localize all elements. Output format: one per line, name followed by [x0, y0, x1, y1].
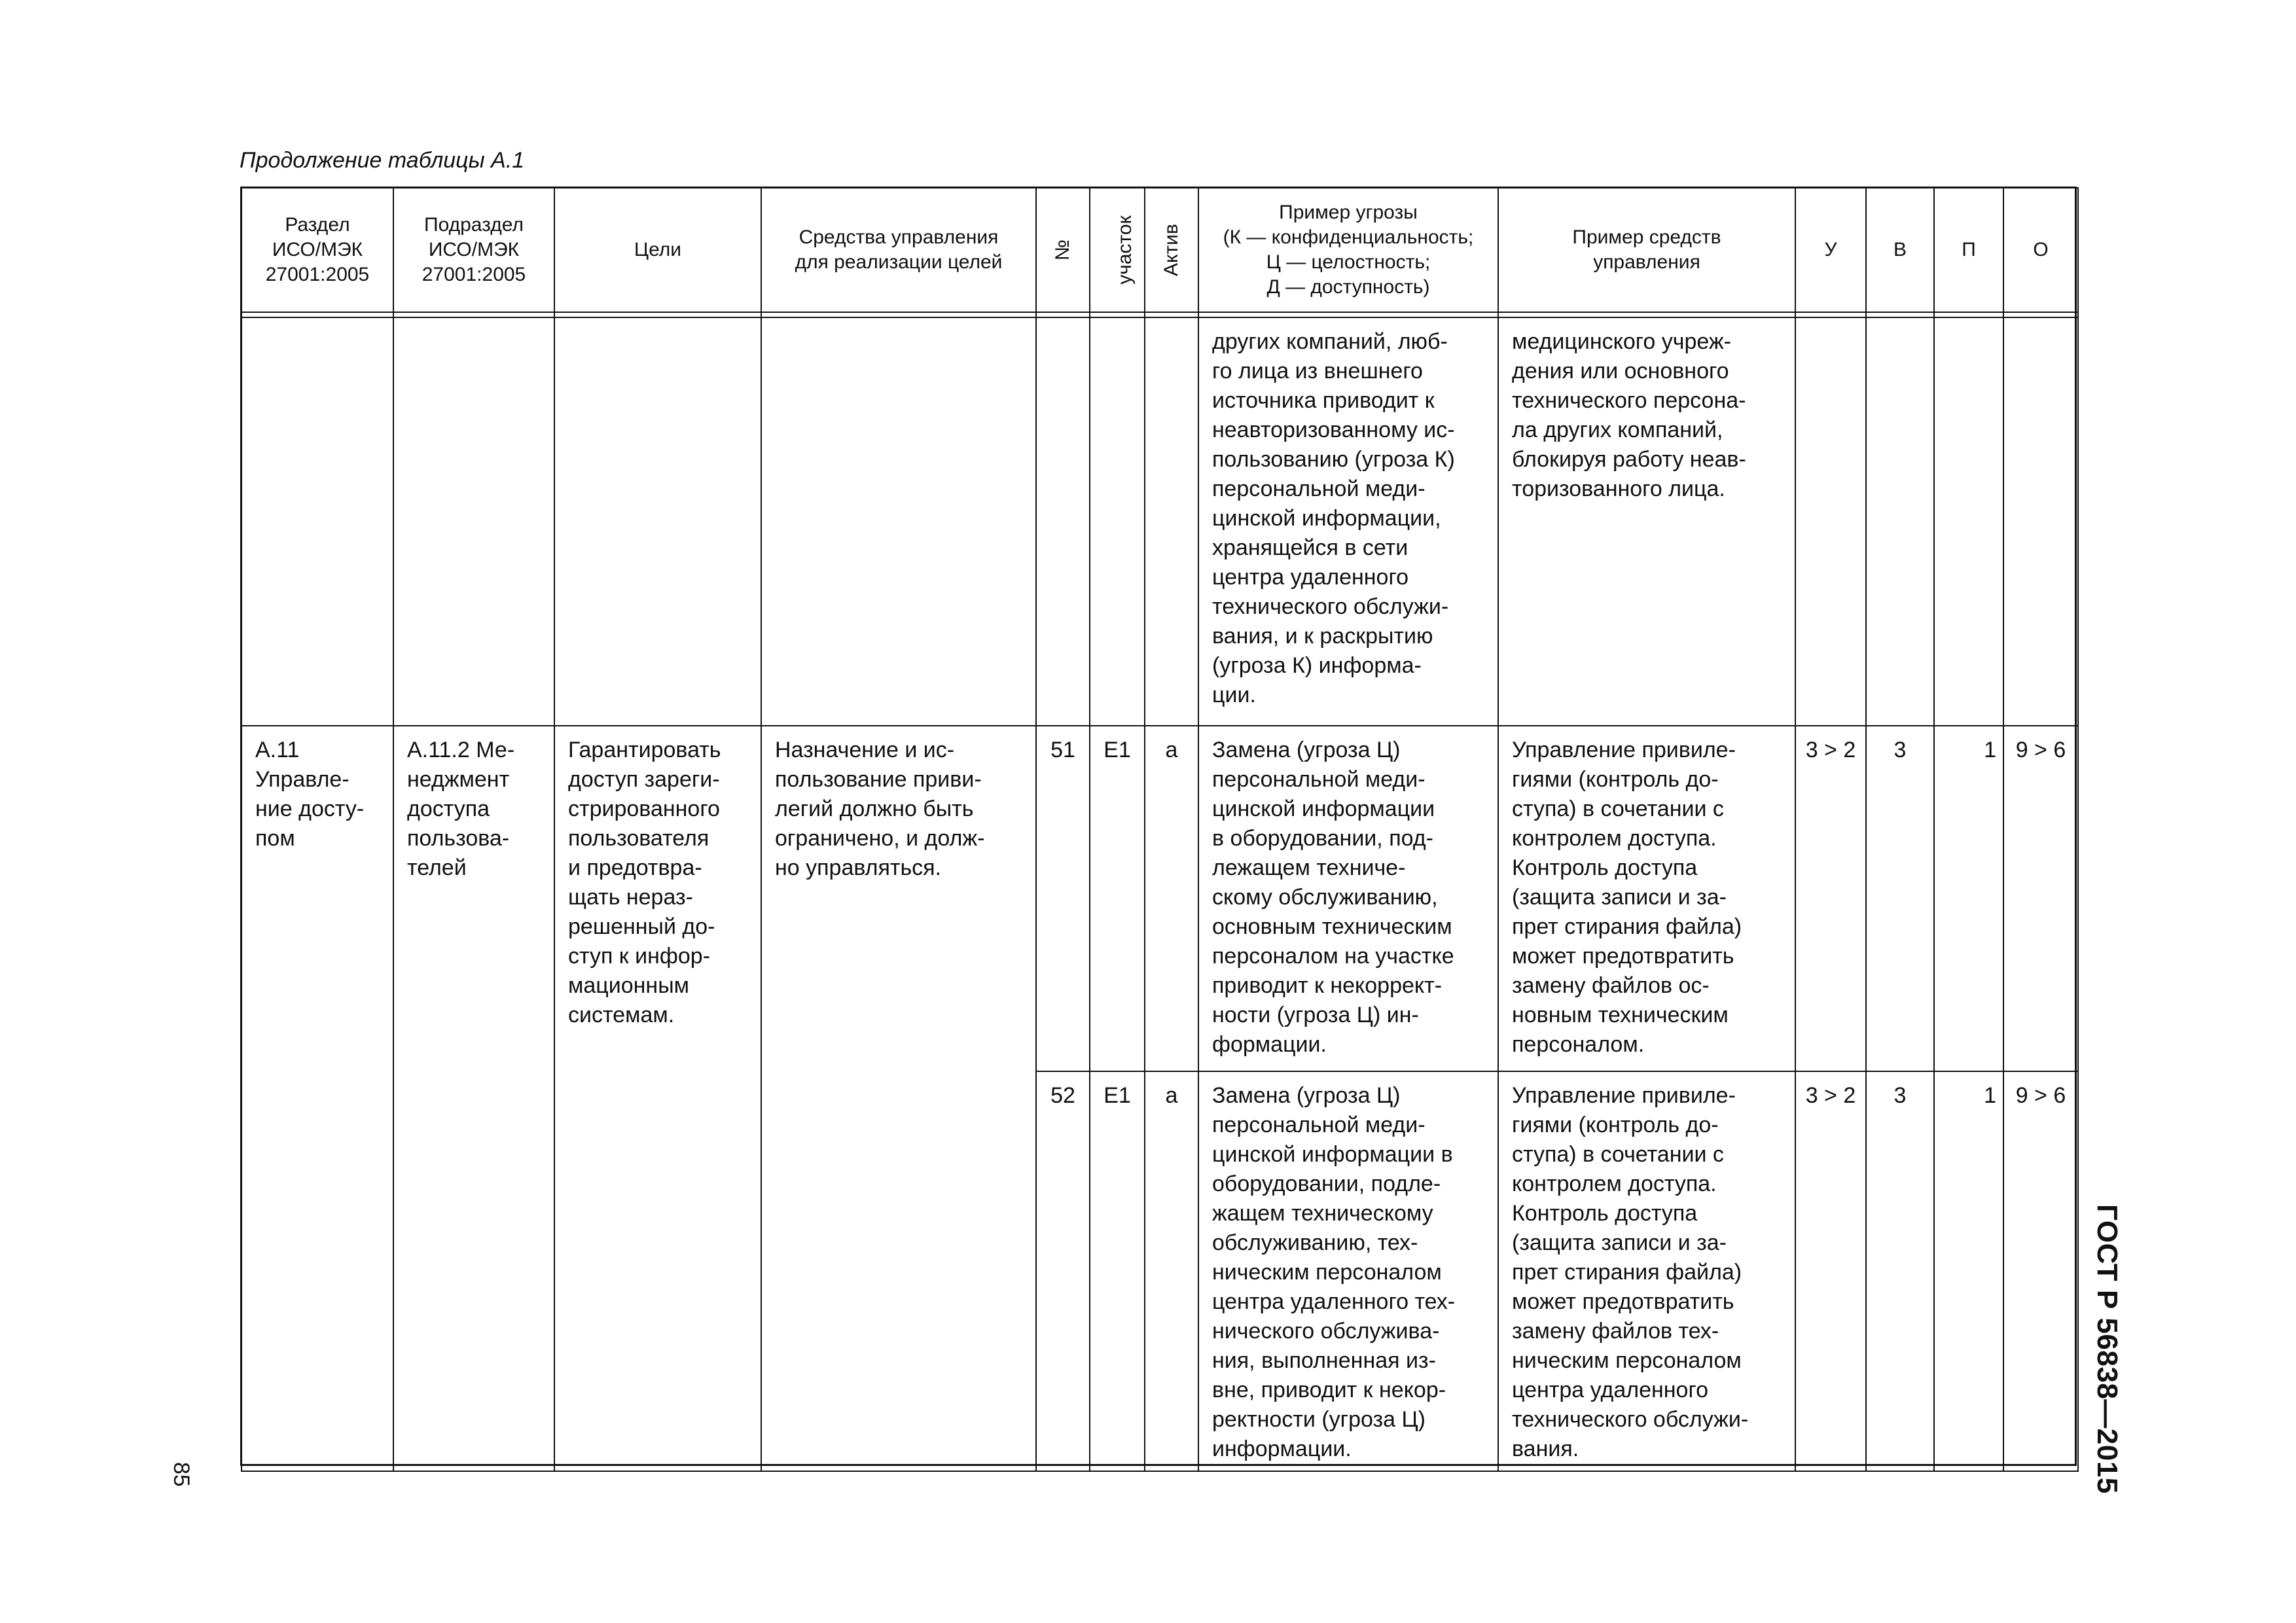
header-goals: Цели: [554, 188, 761, 312]
row-o: 9 > 6: [2003, 1071, 2078, 1471]
document-title: ГОСТ Р 56838—2015: [2091, 1204, 2123, 1494]
row-p: 1: [1934, 726, 2003, 1071]
row-asset: a: [1145, 1071, 1198, 1471]
group-goals: Гарантировать доступ зареги- стрированного пользователя и предотвра- щать нераз- решенный до- ступ к инфор- мационным системам.: [554, 726, 761, 1471]
row-control-example: Управление привиле- гиями (контроль до- ступа) в сочетании с контролем доступа. Контроль доступа (защита записи и за- прет стирания файла) может предотвратить замену файлов тех- ническим персоналом центра удаленного технического обслужи- вания.: [1498, 1071, 1795, 1471]
header-controls: Средства управления для реализации целей: [761, 188, 1036, 312]
header-v: В: [1866, 188, 1934, 312]
row-u: 3 > 2: [1795, 1071, 1866, 1471]
row-threat: Замена (угроза Ц) персональной меди- цинской информации в оборудовании, подле- жащем техническому обслуживанию, тех- ническим персоналом центра удаленного тех- нического обслужива- ния, выполненная из- вне, приводит к некор- ректности (угроза Ц) информации.: [1198, 1071, 1498, 1471]
row-v: 3: [1866, 1071, 1934, 1471]
row-threat: Замена (угроза Ц) персональной меди- цинской информации в оборудовании, под- лежащем техниче- скому обслуживанию, основным техническим персоналом на участке приводит к некоррект- ности (угроза Ц) ин- формации.: [1198, 726, 1498, 1071]
group-subsection: А.11.2 Ме- неджмент доступа пользова- телей: [393, 726, 554, 1471]
header-asset: Актив: [1145, 188, 1198, 312]
row-asset: a: [1145, 726, 1198, 1071]
risk-table: [240, 187, 2077, 1466]
continuation-row: [242, 317, 2078, 726]
group-section: А.11 Управле- ние досту- пом: [242, 726, 393, 1471]
header-p: П: [1934, 188, 2003, 312]
header-row: [242, 188, 2078, 312]
row-v: 3: [1866, 726, 1934, 1071]
group-controls: Назначение и ис- пользование приви- легий должно быть ограничено, и долж- но управляться.: [761, 726, 1036, 1471]
header-section: Раздел ИСО/МЭК 27001:2005: [242, 188, 393, 312]
row-number: 51: [1036, 726, 1090, 1071]
header-site: участок: [1090, 188, 1145, 312]
row-u: 3 > 2: [1795, 726, 1866, 1071]
row-site: E1: [1090, 1071, 1145, 1471]
header-separator: [242, 312, 2078, 317]
row-o: 9 > 6: [2003, 726, 2078, 1071]
continuation-control-example: медицинского учреж- дения или основного технического персона- ла других компаний, блокируя работу неав- торизованного лица.: [1498, 317, 1795, 726]
row-p: 1: [1934, 1071, 2003, 1471]
page-number: 85: [169, 1462, 194, 1487]
header-subsection: Подраздел ИСО/МЭК 27001:2005: [393, 188, 554, 312]
row-number: 52: [1036, 1071, 1090, 1471]
header-control-example: Пример средств управления: [1498, 188, 1795, 312]
header-o: О: [2003, 188, 2078, 312]
table-row: [242, 726, 2078, 1071]
header-threat: Пример угрозы (К — конфиденциальность; Ц — целостность; Д — доступность): [1198, 188, 1498, 312]
row-site: E1: [1090, 726, 1145, 1071]
header-u: У: [1795, 188, 1866, 312]
continuation-threat: других компаний, люб- го лица из внешнего источника приводит к неавторизованному ис- пользованию (угроза К) персональной меди- цинской информации, хранящейся в сети центра удаленного технического обслужи- вания, и к раскрытию (угроза К) информа- ции.: [1198, 317, 1498, 726]
row-control-example: Управление привиле- гиями (контроль до- ступа) в сочетании с контролем доступа. Контроль доступа (защита записи и за- прет стирания файла) может предотвратить замену файлов ос- новным техническим персоналом.: [1498, 726, 1795, 1071]
table-caption: Продолжение таблицы А.1: [240, 148, 525, 173]
header-number: №: [1036, 188, 1090, 312]
